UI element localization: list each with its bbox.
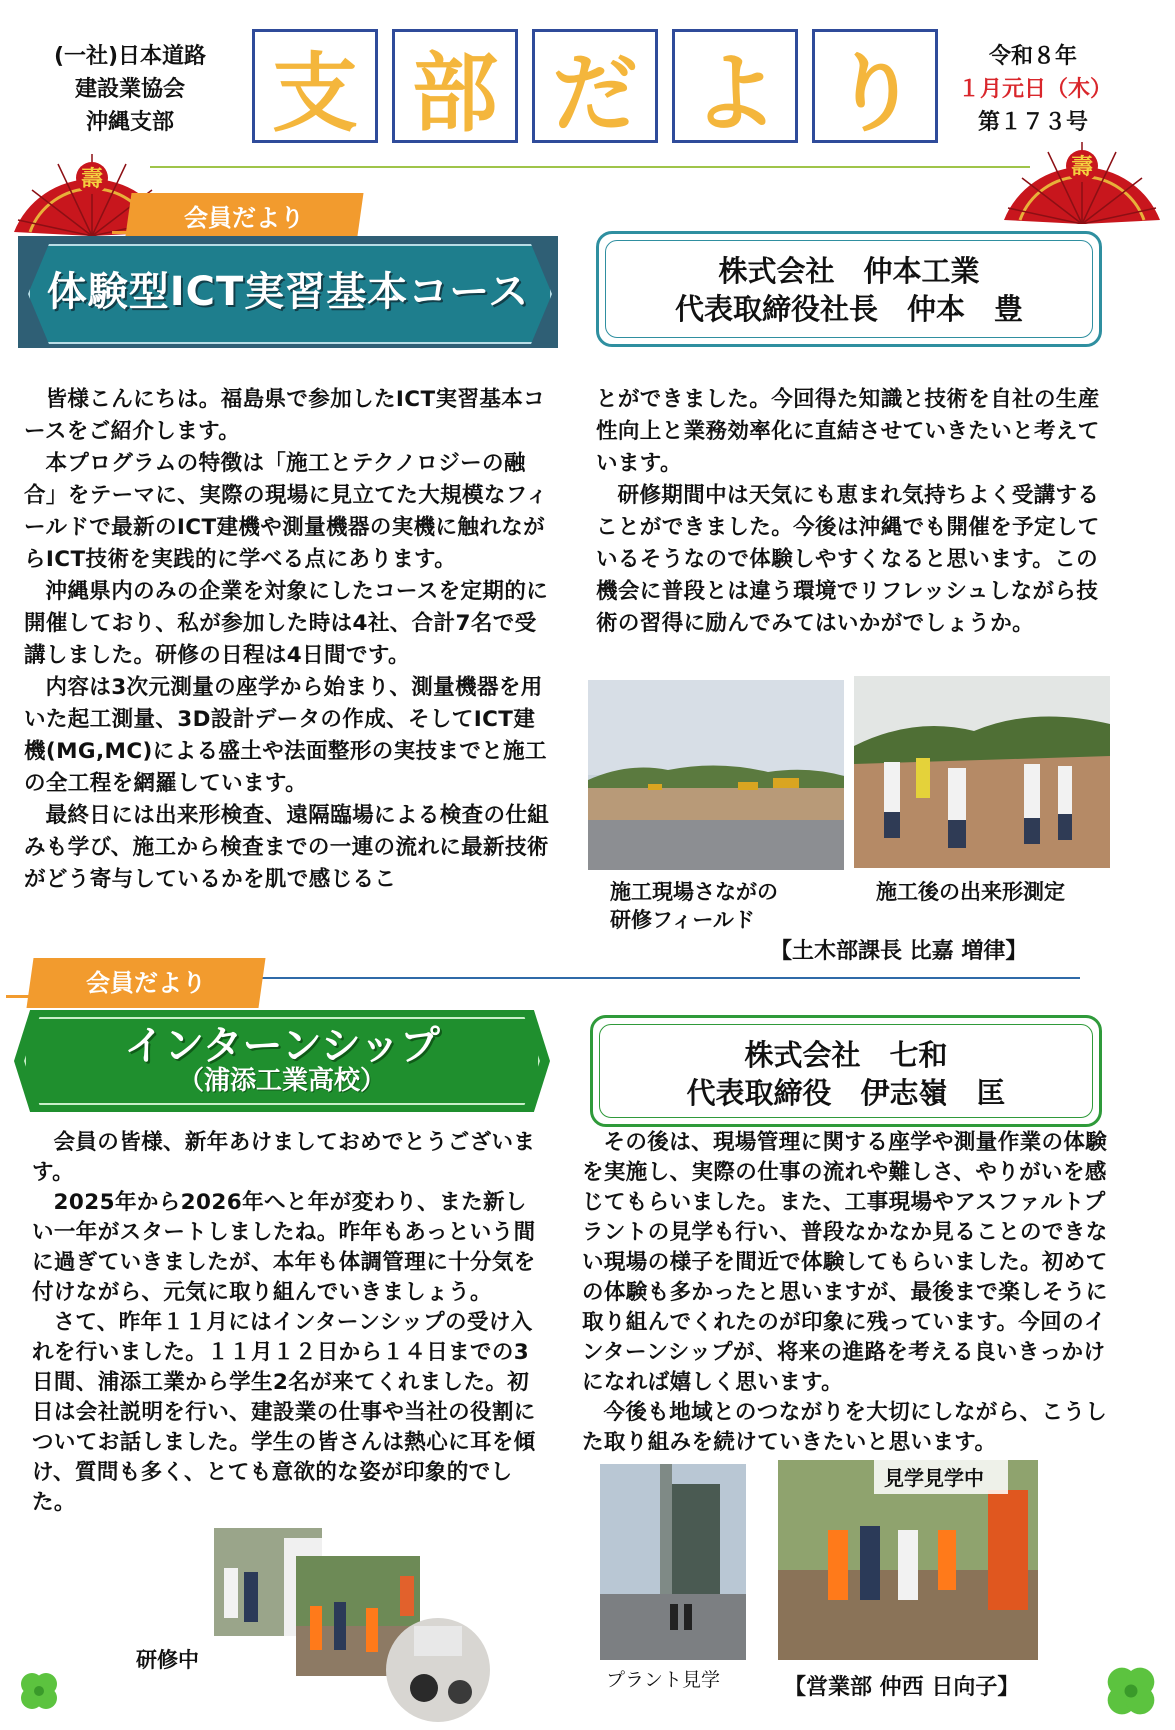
plant-visit-photo — [600, 1464, 746, 1660]
section1-author-text — [599, 252, 1099, 328]
title-char-5: り — [812, 29, 938, 143]
section2-author-box — [590, 1015, 1102, 1127]
title-char-3: だ — [532, 29, 658, 143]
org-line-3: 沖縄支部 — [85, 110, 174, 135]
section1-column-left — [24, 384, 550, 896]
issue-info — [958, 40, 1113, 139]
photo-caption-measurement: 施工後の出来形測定 — [876, 880, 1065, 904]
org-line-1: (一社)日本道路 — [53, 44, 207, 69]
photo-caption-training: 研修中 — [136, 1648, 199, 1672]
section1-column-right — [596, 384, 1104, 640]
section2-column-left — [32, 1128, 542, 1518]
section2-paragraph: その後は、現場管理に関する座学や測量作業の体験を実施し、実際の仕事の流れや難しさ、やりがいを感じてもらいました。また、工事現場やアスファルトプラントの見学も行い、普段なかなか見ることのできない現場の様子を間近で体験してもらいました。初めての体験も多かったと思いますが、最後まで楽しそうに取り組んでくれたのが印象に残っています。今回のインターンシップが、将来の進路を考える良いきっかけになれば嬉しく思います。 — [582, 1130, 1108, 1395]
section1-tag: 会員だより — [184, 204, 304, 232]
organization-name — [30, 40, 230, 139]
issue-number: 第１７３号 — [977, 110, 1088, 135]
title-char-4: よ — [672, 29, 798, 143]
photo-caption-plant: プラント見学 — [606, 1669, 721, 1691]
section1-paragraph: 研修期間中は天気にも恵まれ気持ちよく受講することができました。今後は沖縄でも開催を予定しているそうなので体験しやすくなると思います。この機会に普段とは違う環境でリフレッシュしながら技術の習得に励んでみてはいかがでしょうか。 — [596, 483, 1100, 636]
section2-credit: 【営業部 仲西 日向子】 — [784, 1675, 1020, 1700]
section2-paragraph: 会員の皆様、新年あけましておめでとうございます。 — [32, 1130, 536, 1185]
section1-paragraph: 沖縄県内のみの企業を対象にしたコースを定期的に開催しており、私が参加した時は4社、合計7名で受講しました。研修の日程は4日間です。 — [24, 579, 549, 668]
training-photo-3 — [384, 1616, 492, 1724]
caption-line: 研修フィールド — [610, 908, 755, 932]
section2-paragraph: 今後も地域とのつながりを大切にしながら、こうした取り組みを続けていきたいと思います。 — [582, 1400, 1108, 1455]
header-divider — [150, 166, 1030, 168]
section1-paragraph: とができました。今回得た知識と技術を自社の生産性向上と業務効率化に直結させていきたいと考えています。 — [596, 387, 1100, 476]
measurement-photo — [854, 676, 1110, 868]
section1-credit: 【土木部課長 比嘉 増律】 — [770, 939, 1028, 964]
section2-author-text — [593, 1036, 1099, 1112]
issue-date: １月元日（木） — [958, 77, 1113, 102]
photo-caption-site: 見学見学中 — [884, 1466, 984, 1490]
section1-tag-tail — [112, 231, 148, 234]
title-char-1: 支 — [252, 29, 378, 143]
clover-right-icon — [1096, 1656, 1166, 1726]
svg-text:壽: 壽 — [1070, 155, 1094, 180]
section1-paragraph: 内容は3次元測量の座学から始まり、測量機器を用いた起工測量、3D設計データの作成、そしてICT建機(MG,MC)による盛土や法面整形の実技までと施工の全工程を網羅しています。 — [24, 675, 547, 796]
section1-paragraph: 本プログラムの特徴は「施工とテクノロジーの融合」をテーマに、実際の現場に見立てた大規模なフィールドで最新のICT建機や測量機器の実機に触れながらICT技術を実践的に学べる点にあります。 — [24, 451, 548, 572]
section2-company: 株式会社 七和 — [744, 1038, 948, 1072]
newsletter-title — [252, 29, 938, 143]
section1-company: 株式会社 仲本工業 — [718, 254, 980, 288]
section2-paragraph: 2025年から2026年へと年が変わり、また新しい一年がスタートしましたね。昨年もあっという間に過ぎていきましたが、本年も体調管理に十分気を付けながら、元気に取り組んでいきましょう。 — [32, 1190, 536, 1305]
section1-author: 代表取締役社長 仲本 豊 — [674, 292, 1023, 326]
section2-paragraph: さて、昨年１１月にはインターンシップの受け入れを行いました。１１月１２日から１４日までの3日間、浦添工業から学生2名が来てくれました。初日は会社説明を行い、建設業の仕事や当社の役割についてお話しました。学生の皆さんは熱心に耳を傾け、質問も多く、とても意欲的な姿が印象的でした。 — [32, 1310, 536, 1515]
issue-era: 令和８年 — [988, 44, 1077, 69]
section2-banner-title: インターンシップ — [124, 1023, 440, 1069]
clover-left-icon — [12, 1664, 66, 1718]
section2-banner-subtitle: （浦添工業高校） — [177, 1066, 386, 1096]
org-line-2: 建設業協会 — [74, 77, 185, 102]
section2-tag-tail — [6, 995, 46, 998]
section2-column-right — [582, 1128, 1110, 1458]
training-field-photo — [588, 680, 844, 870]
section2-tag: 会員だより — [86, 969, 206, 997]
folding-fan-right-icon — [998, 138, 1166, 224]
section1-banner-title: 体験型ICT実習基本コース — [46, 269, 530, 315]
section1-paragraph: 皆様こんにちは。福島県で参加したICT実習基本コースをご紹介します。 — [24, 387, 546, 444]
caption-line: 施工現場さながの — [610, 880, 778, 904]
svg-text:壽: 壽 — [80, 167, 104, 192]
section1-paragraph: 最終日には出来形検査、遠隔臨場による検査の仕組みも学び、施工から検査までの一連の流れに最新技術がどう寄与しているかを肌で感じるこ — [24, 803, 550, 892]
section1-author-box — [596, 231, 1102, 347]
title-char-2: 部 — [392, 29, 518, 143]
photo-caption-training-field — [610, 878, 778, 934]
section2-author: 代表取締役 伊志嶺 匡 — [686, 1076, 1006, 1110]
